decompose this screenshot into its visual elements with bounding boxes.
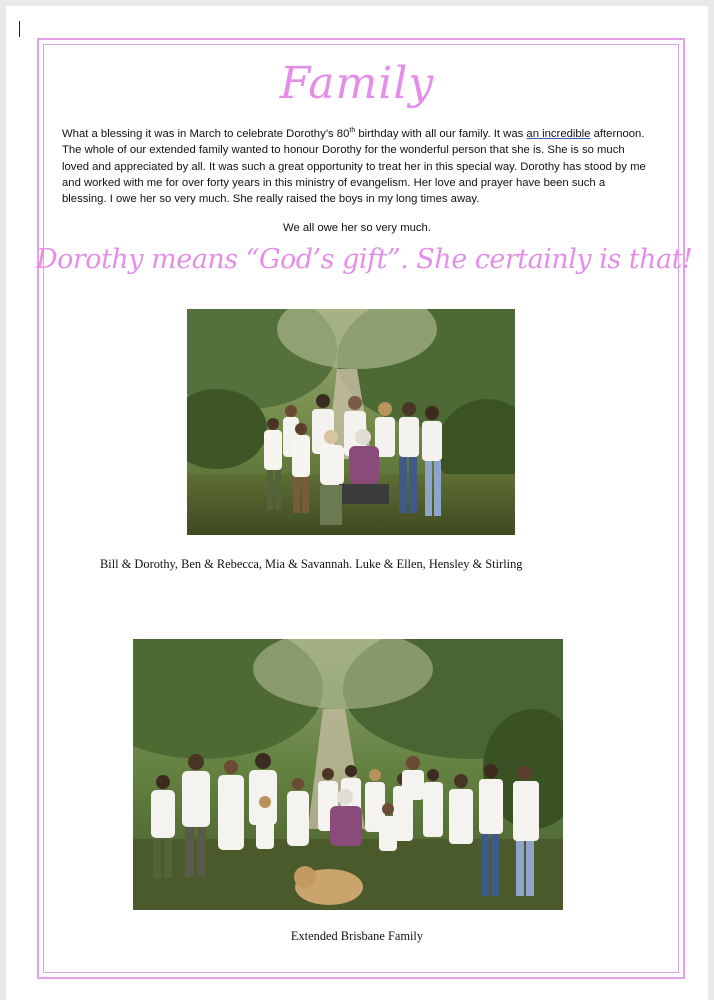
intro-paragraph xyxy=(62,126,652,207)
para-superscript: th xyxy=(349,127,356,135)
para-text-2: birthday with all our family. It was xyxy=(355,128,527,140)
photo-caption-2: Extended Brisbane Family xyxy=(290,929,424,943)
page-title: Family xyxy=(279,58,435,109)
extended-family-photo xyxy=(133,639,563,910)
tagline: Dorothy means “God’s gift”. She certainly is that! xyxy=(36,244,693,275)
owe-line: We all owe her so very much. xyxy=(283,222,431,234)
para-text-1: What a blessing it was in March to celebrate Dorothy’s 80 xyxy=(62,128,350,140)
document-page xyxy=(6,6,708,1000)
text-cursor xyxy=(19,21,20,37)
para-underlined-text: an incredible xyxy=(526,128,591,140)
family-photo xyxy=(187,309,515,535)
photo-caption-1: Bill & Dorothy, Ben & Rebecca, Mia & Savannah. Luke & Ellen, Hensley & Stirling xyxy=(100,557,523,571)
para-text-3: afternoon. The whole of our extended family wanted to honour Dorothy for the wonderful person that she is. She is so much loved and appreciated by all. It was such a great opportunity to treat her in this special way. Dorothy has stood by me and worked with me for over forty years in this ministry of evangelism. Her love and prayer have been such a blessing. I owe her so very much. She really raised the boys in my long times away. xyxy=(62,128,646,206)
